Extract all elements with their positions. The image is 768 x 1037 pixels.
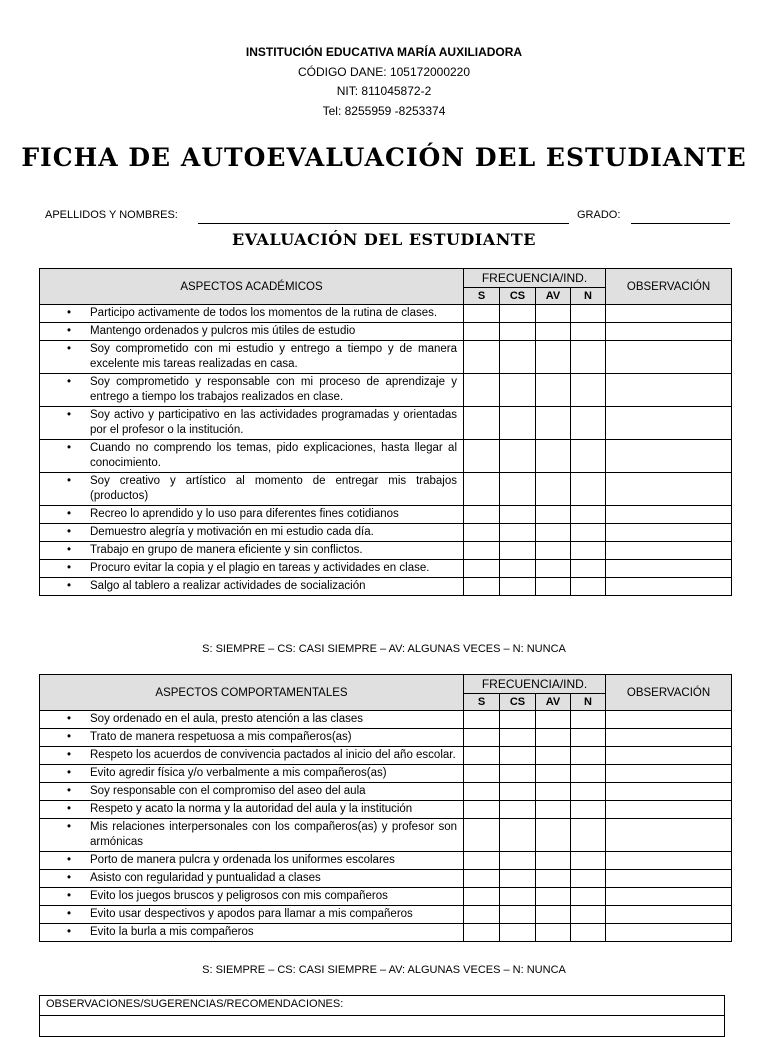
rating-cell-s[interactable] (464, 578, 500, 596)
item-text: Trabajo en grupo de manera eficiente y sin conflictos. (90, 544, 363, 556)
item-text: Soy ordenado en el aula, presto atención a las clases (90, 713, 363, 725)
rating-cell-av[interactable] (536, 888, 571, 906)
rating-cell-cs[interactable] (500, 852, 536, 870)
rating-cell-cs[interactable] (500, 560, 536, 578)
rating-cell-n[interactable] (571, 765, 606, 783)
legend-behavioral: S: SIEMPRE – CS: CASI SIEMPRE – AV: ALGUNAS VECES – N: NUNCA (202, 964, 566, 976)
rating-cell-s[interactable] (464, 524, 500, 542)
rating-cell-av[interactable] (536, 783, 571, 801)
observations-divider (40, 1015, 724, 1016)
bullet-icon: • (67, 803, 72, 815)
rating-cell-cs[interactable] (500, 323, 536, 341)
page-title: FICHA DE AUTOEVALUACIÓN DEL ESTUDIANTE (21, 143, 747, 172)
rating-cell-cs[interactable] (500, 440, 536, 473)
observation-cell[interactable] (606, 473, 732, 506)
dane-code: CÓDIGO DANE: 105172000220 (297, 64, 471, 79)
rating-cell-cs[interactable] (500, 747, 536, 765)
table-row (40, 506, 732, 524)
item-text: Participo activamente de todos los momentos de la rutina de clases. (90, 307, 438, 319)
observation-cell[interactable] (606, 524, 732, 542)
item-cell (40, 801, 464, 819)
rating-cell-n[interactable] (571, 473, 606, 506)
table-row (40, 801, 732, 819)
rating-cell-cs[interactable] (500, 924, 536, 942)
rating-cell-n[interactable] (571, 506, 606, 524)
observation-cell[interactable] (606, 729, 732, 747)
observation-cell[interactable] (606, 783, 732, 801)
bullet-icon: • (67, 926, 72, 938)
table-row (40, 906, 732, 924)
rating-cell-cs[interactable] (500, 341, 536, 374)
rating-cell-s[interactable] (464, 374, 500, 407)
rating-cell-s[interactable] (464, 305, 500, 323)
rating-cell-n[interactable] (571, 747, 606, 765)
item-cell (40, 305, 464, 323)
item-text: Porto de manera pulcra y ordenada los uniformes escolares (90, 854, 395, 866)
item-text: Recreo lo aprendido y lo uso para diferentes fines cotidianos (90, 508, 399, 520)
rating-cell-n[interactable] (571, 542, 606, 560)
table-row (40, 524, 732, 542)
bullet-icon: • (67, 325, 72, 337)
rating-cell-av[interactable] (536, 711, 571, 729)
rating-cell-cs[interactable] (500, 542, 536, 560)
rating-cell-cs[interactable] (500, 765, 536, 783)
rating-cell-n[interactable] (571, 407, 606, 440)
rating-cell-cs[interactable] (500, 305, 536, 323)
bullet-icon: • (67, 872, 72, 884)
rating-cell-s[interactable] (464, 819, 500, 852)
rating-cell-cs[interactable] (500, 870, 536, 888)
item-text: Soy comprometido y responsable con mi proceso de aprendizaje y entrego a tiempo los trabajos realizados en clase. (90, 376, 457, 403)
rating-cell-n[interactable] (571, 819, 606, 852)
rating-cell-cs[interactable] (500, 524, 536, 542)
item-text: Soy creativo y artístico al momento de entregar mis trabajos (productos) (90, 475, 457, 502)
item-cell (40, 374, 464, 407)
item-cell (40, 852, 464, 870)
observation-cell[interactable] (606, 819, 732, 852)
legend-academic: S: SIEMPRE – CS: CASI SIEMPRE – AV: ALGUNAS VECES – N: NUNCA (202, 643, 566, 655)
rating-cell-av[interactable] (536, 524, 571, 542)
item-cell (40, 341, 464, 374)
rating-cell-cs[interactable] (500, 506, 536, 524)
rating-cell-cs[interactable] (500, 888, 536, 906)
rating-cell-av[interactable] (536, 870, 571, 888)
behavioral-heading: ASPECTOS COMPORTAMENTALES (40, 675, 464, 711)
observations-label: OBSERVACIONES/SUGERENCIAS/RECOMENDACIONES: (46, 998, 344, 1010)
item-text: Soy responsable con el compromiso del aseo del aula (90, 785, 366, 797)
observation-cell[interactable] (606, 341, 732, 374)
rating-cell-s[interactable] (464, 801, 500, 819)
bullet-icon: • (67, 376, 72, 388)
table-row (40, 374, 732, 407)
rating-cell-cs[interactable] (500, 783, 536, 801)
rating-cell-n[interactable] (571, 924, 606, 942)
item-text: Procuro evitar la copia y el plagio en tareas y actividades en clase. (90, 562, 430, 574)
rating-cell-s[interactable] (464, 506, 500, 524)
col-av: AV (536, 288, 571, 305)
institution-header (0, 43, 768, 121)
rating-cell-n[interactable] (571, 801, 606, 819)
academic-table (39, 268, 732, 596)
observation-cell[interactable] (606, 765, 732, 783)
item-text: Soy activo y participativo en las actividades programadas y orientadas por el profesor o la institución. (90, 409, 457, 436)
rating-cell-n[interactable] (571, 783, 606, 801)
nit: NIT: 811045872-2 (336, 84, 432, 98)
observation-cell[interactable] (606, 888, 732, 906)
rating-cell-s[interactable] (464, 765, 500, 783)
rating-cell-n[interactable] (571, 560, 606, 578)
item-text: Salgo al tablero a realizar actividades de socialización (90, 580, 366, 592)
observations-box[interactable] (39, 995, 725, 1037)
item-text: Mantengo ordenados y pulcros mis útiles de estudio (90, 325, 356, 337)
rating-cell-n[interactable] (571, 888, 606, 906)
rating-cell-cs[interactable] (500, 906, 536, 924)
bullet-icon: • (67, 508, 72, 520)
table-row (40, 542, 732, 560)
rating-cell-n[interactable] (571, 323, 606, 341)
grade-field[interactable] (631, 223, 730, 224)
item-text: Respeto los acuerdos de convivencia pactados al inicio del año escolar. (90, 749, 456, 761)
rating-cell-av[interactable] (536, 852, 571, 870)
table-row (40, 305, 732, 323)
rating-cell-s[interactable] (464, 888, 500, 906)
item-cell (40, 870, 464, 888)
frequency-header: FRECUENCIA/IND. (464, 269, 606, 288)
item-text: Mis relaciones interpersonales con los compañeros(as) y profesor son armónicas (90, 821, 457, 848)
rating-cell-cs[interactable] (500, 729, 536, 747)
table-row (40, 711, 732, 729)
col-av: AV (536, 694, 571, 711)
rating-cell-av[interactable] (536, 305, 571, 323)
observation-cell[interactable] (606, 578, 732, 596)
observation-cell[interactable] (606, 323, 732, 341)
rating-cell-s[interactable] (464, 542, 500, 560)
item-cell (40, 506, 464, 524)
bullet-icon: • (67, 580, 72, 592)
bullet-icon: • (67, 908, 72, 920)
col-s: S (464, 288, 500, 305)
item-cell (40, 440, 464, 473)
rating-cell-av[interactable] (536, 374, 571, 407)
bullet-icon: • (67, 890, 72, 902)
rating-cell-n[interactable] (571, 578, 606, 596)
item-cell (40, 578, 464, 596)
observation-cell[interactable] (606, 747, 732, 765)
bullet-icon: • (67, 562, 72, 574)
col-n: N (571, 694, 606, 711)
rating-cell-n[interactable] (571, 305, 606, 323)
bullet-icon: • (67, 731, 72, 743)
table-row (40, 440, 732, 473)
rating-cell-n[interactable] (571, 729, 606, 747)
rating-cell-av[interactable] (536, 819, 571, 852)
rating-cell-s[interactable] (464, 924, 500, 942)
table-row (40, 852, 732, 870)
rating-cell-s[interactable] (464, 711, 500, 729)
rating-cell-s[interactable] (464, 729, 500, 747)
rating-cell-s[interactable] (464, 906, 500, 924)
rating-cell-av[interactable] (536, 765, 571, 783)
rating-cell-s[interactable] (464, 747, 500, 765)
name-field[interactable] (198, 223, 569, 224)
col-s: S (464, 694, 500, 711)
bullet-icon: • (67, 785, 72, 797)
observation-cell[interactable] (606, 906, 732, 924)
col-cs: CS (500, 288, 536, 305)
item-text: Evito usar despectivos y apodos para llamar a mis compañeros (90, 908, 413, 920)
grade-label: GRADO: (577, 209, 621, 221)
rating-cell-n[interactable] (571, 374, 606, 407)
item-text: Evito agredir física y/o verbalmente a mis compañeros(as) (90, 767, 387, 779)
rating-cell-s[interactable] (464, 870, 500, 888)
item-cell (40, 819, 464, 852)
rating-cell-av[interactable] (536, 560, 571, 578)
observation-cell[interactable] (606, 711, 732, 729)
item-text: Soy comprometido con mi estudio y entrego a tiempo y de manera excelente mis tareas realizadas en casa. (90, 343, 457, 370)
table-row (40, 747, 732, 765)
rating-cell-s[interactable] (464, 407, 500, 440)
student-info-row (45, 209, 735, 227)
rating-cell-n[interactable] (571, 870, 606, 888)
rating-cell-n[interactable] (571, 524, 606, 542)
observation-cell[interactable] (606, 801, 732, 819)
rating-cell-n[interactable] (571, 852, 606, 870)
bullet-icon: • (67, 442, 72, 454)
item-cell (40, 323, 464, 341)
item-cell (40, 542, 464, 560)
bullet-icon: • (67, 821, 72, 833)
rating-cell-cs[interactable] (500, 407, 536, 440)
col-n: N (571, 288, 606, 305)
rating-cell-s[interactable] (464, 323, 500, 341)
rating-cell-n[interactable] (571, 906, 606, 924)
bullet-icon: • (67, 343, 72, 355)
telephone: Tel: 8255959 -8253374 (322, 103, 446, 118)
table-row (40, 729, 732, 747)
academic-heading: ASPECTOS ACADÉMICOS (40, 269, 464, 305)
rating-cell-cs[interactable] (500, 801, 536, 819)
table-row (40, 924, 732, 942)
item-text: Trato de manera respetuosa a mis compañeros(as) (90, 731, 352, 743)
item-text: Demuestro alegría y motivación en mi estudio cada día. (90, 526, 374, 538)
rating-cell-av[interactable] (536, 473, 571, 506)
rating-cell-av[interactable] (536, 924, 571, 942)
bullet-icon: • (67, 749, 72, 761)
item-cell (40, 524, 464, 542)
item-cell (40, 747, 464, 765)
rating-cell-s[interactable] (464, 440, 500, 473)
bullet-icon: • (67, 713, 72, 725)
table-row (40, 783, 732, 801)
behavioral-table (39, 674, 732, 942)
item-cell (40, 473, 464, 506)
table-row (40, 473, 732, 506)
table-row (40, 323, 732, 341)
institution-name: INSTITUCIÓN EDUCATIVA MARÍA AUXILIADORA (245, 45, 523, 59)
observation-header: OBSERVACIÓN (606, 269, 732, 305)
rating-cell-av[interactable] (536, 801, 571, 819)
bullet-icon: • (67, 526, 72, 538)
table-row (40, 870, 732, 888)
rating-cell-av[interactable] (536, 578, 571, 596)
bullet-icon: • (67, 854, 72, 866)
rating-cell-cs[interactable] (500, 578, 536, 596)
observation-cell[interactable] (606, 374, 732, 407)
rating-cell-n[interactable] (571, 711, 606, 729)
item-cell (40, 924, 464, 942)
rating-cell-av[interactable] (536, 747, 571, 765)
table-row (40, 578, 732, 596)
observation-cell[interactable] (606, 924, 732, 942)
rating-cell-n[interactable] (571, 341, 606, 374)
item-text: Evito los juegos bruscos y peligrosos con mis compañeros (90, 890, 388, 902)
bullet-icon: • (67, 409, 72, 421)
rating-cell-cs[interactable] (500, 473, 536, 506)
rating-cell-cs[interactable] (500, 819, 536, 852)
rating-cell-s[interactable] (464, 783, 500, 801)
observation-cell[interactable] (606, 440, 732, 473)
rating-cell-n[interactable] (571, 440, 606, 473)
item-text: Asisto con regularidad y puntualidad a clases (90, 872, 321, 884)
rating-cell-s[interactable] (464, 852, 500, 870)
observation-header: OBSERVACIÓN (606, 675, 732, 711)
item-text: Respeto y acato la norma y la autoridad del aula y la institución (90, 803, 413, 815)
bullet-icon: • (67, 544, 72, 556)
observation-cell[interactable] (606, 506, 732, 524)
table-row (40, 407, 732, 440)
name-label: APELLIDOS Y NOMBRES: (45, 209, 178, 221)
bullet-icon: • (67, 475, 72, 487)
table-row (40, 560, 732, 578)
rating-cell-s[interactable] (464, 473, 500, 506)
item-cell (40, 783, 464, 801)
rating-cell-av[interactable] (536, 906, 571, 924)
rating-cell-av[interactable] (536, 341, 571, 374)
rating-cell-av[interactable] (536, 542, 571, 560)
rating-cell-cs[interactable] (500, 374, 536, 407)
table-row (40, 819, 732, 852)
rating-cell-av[interactable] (536, 506, 571, 524)
frequency-header: FRECUENCIA/IND. (464, 675, 606, 694)
observation-cell[interactable] (606, 560, 732, 578)
observation-cell[interactable] (606, 852, 732, 870)
item-text: Cuando no comprendo los temas, pido explicaciones, hasta llegar al conocimiento. (90, 442, 457, 469)
bullet-icon: • (67, 767, 72, 779)
item-cell (40, 407, 464, 440)
rating-cell-s[interactable] (464, 341, 500, 374)
table-row (40, 888, 732, 906)
observation-cell[interactable] (606, 407, 732, 440)
table-row (40, 341, 732, 374)
table-row (40, 765, 732, 783)
rating-cell-cs[interactable] (500, 711, 536, 729)
rating-cell-av[interactable] (536, 407, 571, 440)
rating-cell-s[interactable] (464, 560, 500, 578)
item-cell (40, 888, 464, 906)
item-cell (40, 560, 464, 578)
item-text: Evito la burla a mis compañeros (90, 926, 254, 938)
rating-cell-av[interactable] (536, 440, 571, 473)
observation-cell[interactable] (606, 870, 732, 888)
bullet-icon: • (67, 307, 72, 319)
item-cell (40, 765, 464, 783)
item-cell (40, 711, 464, 729)
item-cell (40, 729, 464, 747)
section-subtitle: EVALUACIÓN DEL ESTUDIANTE (232, 230, 536, 249)
observation-cell[interactable] (606, 305, 732, 323)
item-cell (40, 906, 464, 924)
rating-cell-av[interactable] (536, 323, 571, 341)
col-cs: CS (500, 694, 536, 711)
rating-cell-av[interactable] (536, 729, 571, 747)
observation-cell[interactable] (606, 542, 732, 560)
